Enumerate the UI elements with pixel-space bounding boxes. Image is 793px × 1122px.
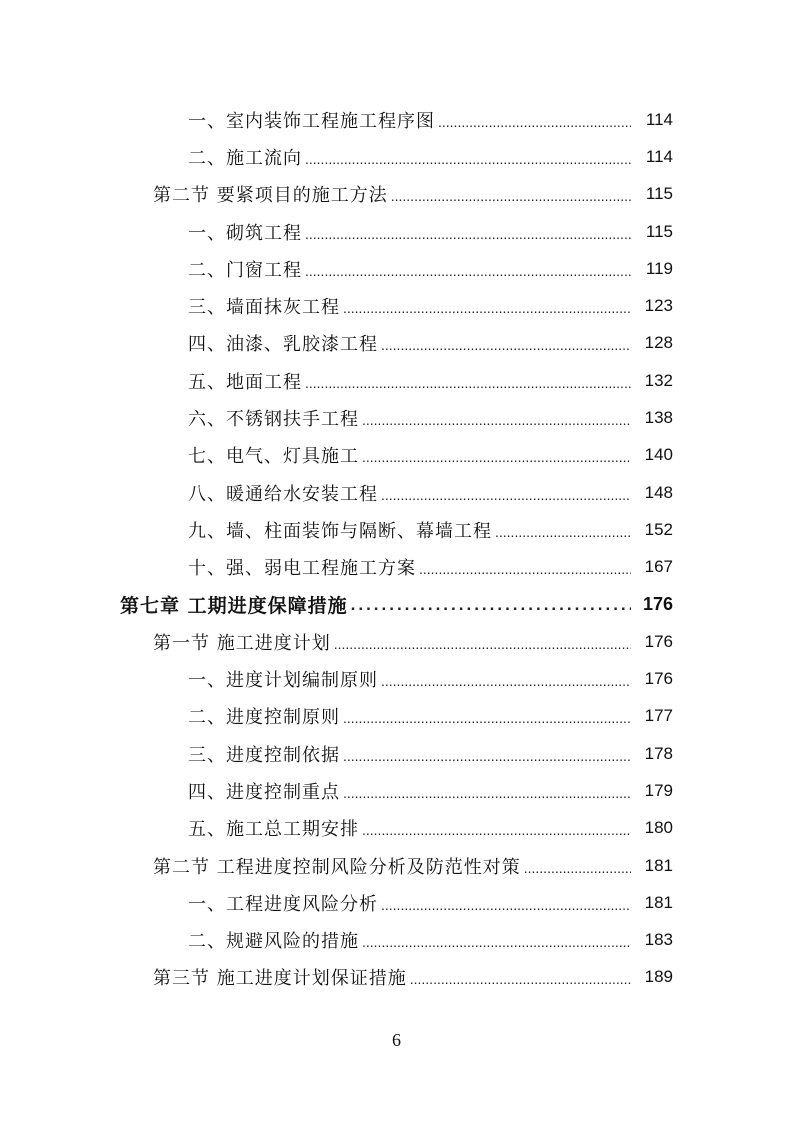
toc-entry-page: 140 [644,445,673,465]
toc-leader-dots [362,449,631,465]
toc-entry-title: 一、室内装饰工程施工程序图 [188,110,435,132]
toc-leader-dots [305,263,631,279]
toc-entry[interactable] [0,959,793,996]
toc-entry-title: 二、门窗工程 [188,259,302,281]
toc-entry[interactable] [0,735,793,772]
toc-entry[interactable] [0,660,793,697]
toc-entry-page: 167 [644,557,673,577]
toc-entry-page: 176 [644,669,673,689]
toc-entry[interactable] [0,399,793,436]
toc-entry-title: 第三节 施工进度计划保证措施 [153,968,407,990]
toc-entry-page: 148 [644,482,673,502]
toc-entry-title: 第二节 要紧项目的施工方法 [153,185,388,207]
toc-entry-page: 176 [642,594,673,614]
toc-entry-page: 180 [644,818,673,838]
toc-entry-title: 第七章 工期进度保障措施 [120,595,348,617]
toc-leader-dots [305,226,631,242]
toc-leader-dots [419,561,631,577]
toc-entry[interactable] [0,101,793,138]
toc-entry-title: 一、工程进度风险分析 [188,893,378,915]
toc-entry[interactable] [0,213,793,250]
toc-leader-dots [410,971,631,987]
toc-entry-page: 178 [644,743,673,763]
toc-leader-dots [351,595,631,615]
toc-entry-title: 七、电气、灯具施工 [188,446,359,468]
toc-entry-title: 第一节 施工进度计划 [153,632,331,654]
toc-entry-title: 三、墙面抹灰工程 [188,297,340,319]
toc-entry[interactable] [0,176,793,213]
toc-entry-title: 二、进度控制原则 [188,707,340,729]
toc-entry-page: 152 [644,519,673,539]
toc-entry-page: 132 [644,370,673,390]
toc-entry[interactable] [0,325,793,362]
toc-leader-dots [362,822,631,838]
toc-leader-dots [495,524,631,540]
toc-entry[interactable] [0,511,793,548]
toc-entry-page: 114 [645,109,673,129]
toc-leader-dots [343,300,631,316]
page-number: 6 [392,1030,401,1050]
toc-entry-page: 177 [644,706,673,726]
toc-entry[interactable] [0,250,793,287]
toc-entry-title: 第二节 工程进度控制风险分析及防范性对策 [153,856,521,878]
toc-entry[interactable] [0,922,793,959]
toc-leader-dots [343,710,631,726]
toc-leader-dots [305,375,631,391]
table-of-contents [0,101,793,996]
toc-leader-dots [391,188,631,204]
toc-entry-title: 八、暖通给水安装工程 [188,483,378,505]
toc-entry[interactable] [0,884,793,921]
toc-entry[interactable] [0,287,793,324]
toc-entry[interactable] [0,549,793,586]
toc-entry[interactable] [0,810,793,847]
toc-entry-page: 123 [644,296,673,316]
toc-leader-dots [381,337,631,353]
toc-leader-dots [438,114,631,130]
toc-entry-title: 十、强、弱电工程施工方案 [188,558,416,580]
toc-entry-page: 119 [645,258,673,278]
toc-entry[interactable] [0,698,793,735]
toc-entry[interactable] [0,138,793,175]
toc-entry-title: 九、墙、柱面装饰与隔断、幕墙工程 [188,520,492,542]
toc-entry[interactable] [0,474,793,511]
toc-entry-page: 128 [644,333,673,353]
toc-entry[interactable] [0,847,793,884]
toc-entry[interactable] [0,623,793,660]
toc-entry-page: 176 [644,631,673,651]
toc-leader-dots [334,636,631,652]
toc-entry-page: 181 [644,855,673,875]
toc-leader-dots [381,487,631,503]
toc-leader-dots [524,860,631,876]
toc-entry-title: 三、进度控制依据 [188,744,340,766]
toc-entry-title: 五、地面工程 [188,371,302,393]
toc-entry[interactable] [0,772,793,809]
toc-entry-title: 四、进度控制重点 [188,781,340,803]
toc-entry-title: 二、施工流向 [188,147,302,169]
toc-entry-page: 115 [645,184,673,204]
toc-leader-dots [362,934,631,950]
toc-entry-title: 五、施工总工期安排 [188,819,359,841]
toc-entry-title: 一、砌筑工程 [188,222,302,244]
toc-entry-page: 189 [644,967,673,987]
toc-chapter-entry[interactable] [0,586,793,623]
toc-leader-dots [305,151,631,167]
toc-entry[interactable] [0,362,793,399]
toc-entry-page: 114 [645,146,673,166]
toc-entry[interactable] [0,437,793,474]
toc-leader-dots [362,412,631,428]
toc-entry-title: 一、进度计划编制原则 [188,670,378,692]
toc-leader-dots [343,748,631,764]
toc-entry-page: 181 [644,892,673,912]
toc-entry-page: 138 [644,408,673,428]
toc-entry-title: 四、油漆、乳胶漆工程 [188,334,378,356]
toc-entry-page: 115 [645,221,673,241]
toc-leader-dots [381,897,631,913]
toc-leader-dots [381,673,631,689]
toc-entry-title: 六、不锈钢扶手工程 [188,409,359,431]
toc-entry-page: 183 [644,930,673,950]
toc-leader-dots [343,785,631,801]
toc-entry-title: 二、规避风险的措施 [188,931,359,953]
toc-entry-page: 179 [644,780,673,800]
